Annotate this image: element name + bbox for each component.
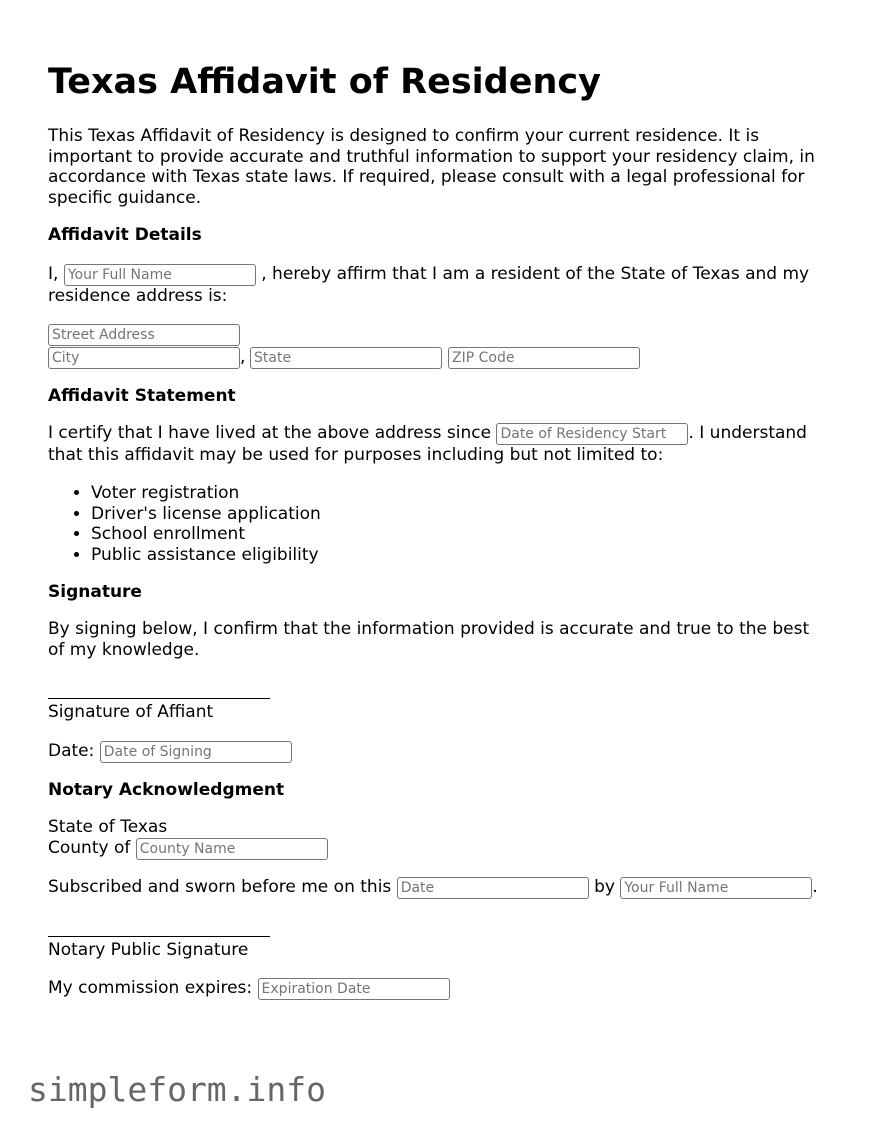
state-input[interactable] bbox=[250, 347, 442, 369]
full-name-input[interactable] bbox=[64, 264, 256, 286]
street-row bbox=[48, 323, 828, 346]
city-state-zip-row bbox=[48, 346, 828, 369]
county-name-input[interactable] bbox=[136, 838, 328, 860]
address-comma: , bbox=[240, 347, 246, 367]
section-heading-details: Affidavit Details bbox=[48, 225, 202, 245]
sworn-suffix: . bbox=[812, 877, 818, 897]
notary-signature-label: Notary Public Signature bbox=[48, 940, 249, 960]
list-item: • Voter registration bbox=[91, 483, 828, 504]
list-item: • Public assistance eligibility bbox=[91, 545, 828, 566]
section-heading-signature: Signature bbox=[48, 582, 142, 602]
notary-state-text: State of Texas bbox=[48, 817, 168, 837]
city-input[interactable] bbox=[48, 347, 240, 369]
expiration-date-input[interactable] bbox=[258, 978, 450, 1000]
certify-paragraph bbox=[48, 423, 828, 466]
county-row bbox=[48, 838, 828, 860]
page-title: Texas Affidavit of Residency bbox=[48, 62, 601, 102]
watermark: simpleform.info bbox=[28, 1070, 327, 1109]
street-address-input[interactable] bbox=[48, 324, 240, 346]
commission-expires-label: My commission expires: bbox=[48, 978, 253, 998]
section-heading-notary: Notary Acknowledgment bbox=[48, 780, 285, 800]
list-item: • Driver's license application bbox=[91, 504, 828, 525]
affiant-signature-label: Signature of Affiant bbox=[48, 702, 214, 722]
sworn-date-input[interactable] bbox=[397, 877, 589, 899]
affirm-suffix: , hereby affirm that I am a resident of the State of Texas and my residence address is: bbox=[48, 264, 810, 306]
signing-date-row bbox=[48, 741, 828, 763]
signing-date-input[interactable] bbox=[100, 741, 292, 763]
section-heading-statement: Affidavit Statement bbox=[48, 386, 236, 406]
sworn-full-name-input[interactable] bbox=[620, 877, 812, 899]
signing-date-label: Date: bbox=[48, 741, 95, 761]
zip-code-input[interactable] bbox=[448, 347, 640, 369]
address-block bbox=[48, 323, 828, 369]
affirm-paragraph bbox=[48, 264, 828, 307]
notary-signature-line bbox=[48, 926, 270, 937]
residency-start-date-input[interactable] bbox=[496, 423, 688, 445]
commission-expires-row bbox=[48, 978, 828, 1000]
sworn-by: by bbox=[594, 877, 615, 897]
certify-prefix: I certify that I have lived at the above address since bbox=[48, 423, 492, 443]
intro-paragraph: This Texas Affidavit of Residency is designed to confirm your current residence. It is important to provide accurate and truthful information to support your residency claim, in accordance with Texas state laws. If required, please consult with a legal professional for specific guidance. bbox=[48, 126, 815, 208]
purposes-list bbox=[48, 483, 828, 565]
list-item: • School enrollment bbox=[91, 524, 828, 545]
affiant-signature-line bbox=[48, 688, 270, 699]
certify-suffix: . I understand that this affidavit may be used for purposes including but not limited to: bbox=[48, 423, 807, 465]
county-label: County of bbox=[48, 838, 131, 858]
affirm-prefix: I, bbox=[48, 264, 59, 284]
confirm-paragraph: By signing below, I confirm that the information provided is accurate and true to the best of my knowledge. bbox=[48, 619, 810, 660]
affidavit-form bbox=[48, 58, 828, 1000]
sworn-prefix: Subscribed and sworn before me on this bbox=[48, 877, 392, 897]
sworn-row bbox=[48, 877, 828, 899]
